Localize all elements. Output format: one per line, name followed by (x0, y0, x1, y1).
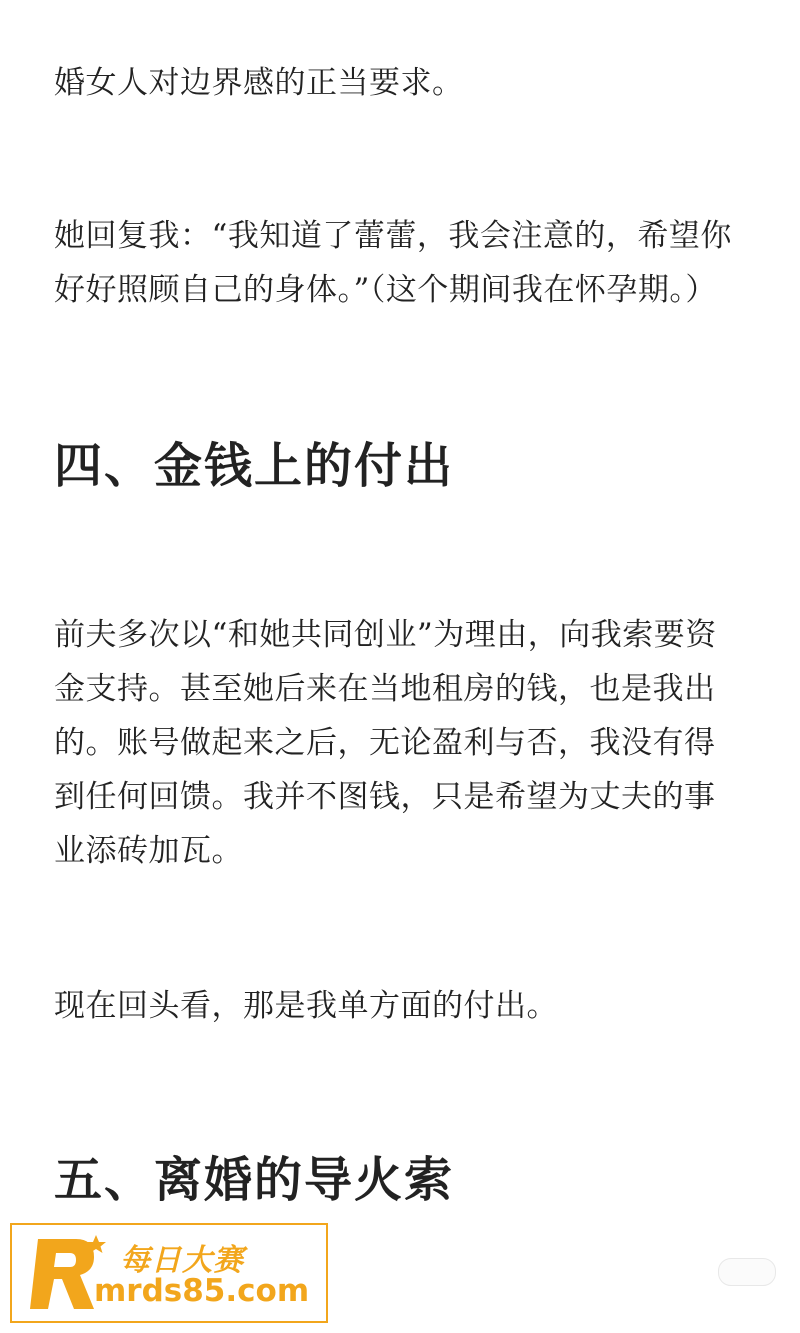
watermark-title: 每日大赛 (120, 1243, 244, 1278)
paragraph-reflection: 现在回头看，那是我单方面的付出。 (54, 988, 558, 1024)
section-heading-money: 四、金钱上的付出 (54, 438, 455, 494)
section-heading-divorce: 五、离婚的导火索 (54, 1152, 455, 1208)
watermark-url: mrds85.com (94, 1273, 310, 1309)
corner-badge (718, 1258, 776, 1286)
paragraph-quote-reply: 她回复我：“我知道了蕾蕾，我会注意的，希望你好好照顾自己的身体。”（这个期间我在怀孕期。） (54, 218, 732, 308)
paragraph: 婚女人对边界感的正当要求。 (54, 65, 464, 101)
paragraph-money: 前夫多次以“和她共同创业”为理由，向我索要资金支持。甚至她后来在当地租房的钱，也是我出的。账号做起来之后，无论盈利与否，我没有得到任何回馈。我并不图钱，只是希望为丈夫的事业添砖加瓦。 (54, 617, 717, 869)
site-watermark (10, 1223, 328, 1323)
